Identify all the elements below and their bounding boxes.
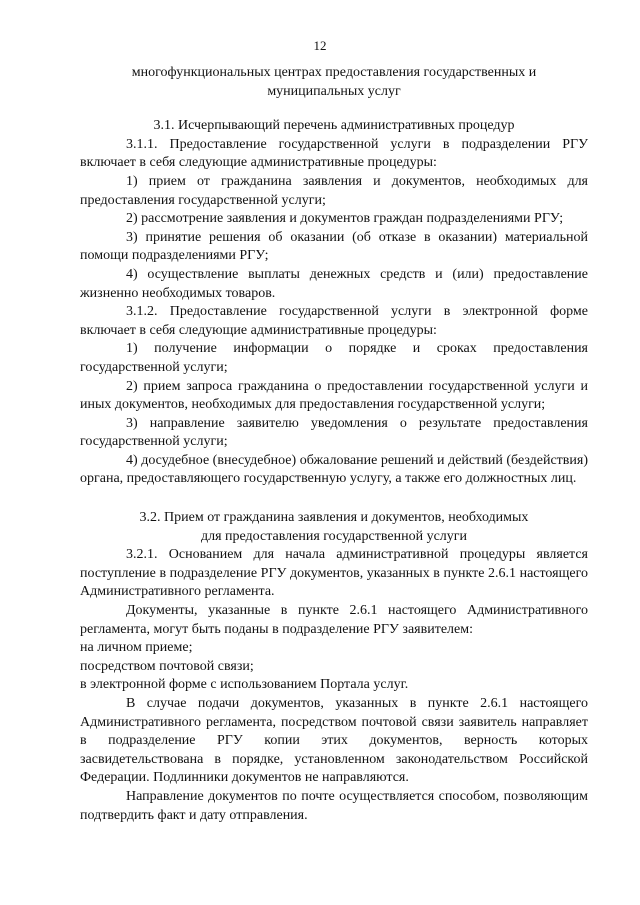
list-item: 3) направление заявителю уведомления о результате предоставления государственной услуги; [80,415,588,450]
list-item: посредством почтовой связи; [80,658,254,674]
list-item: 2) прием запроса гражданина о предоставлении государственной услуги и иных документов, необходимых для предоставления государственной услуги; [80,378,588,413]
list-item: 3) принятие решения об оказании (об отказе в оказании) материальной помощи подразделениями РГУ; [80,229,588,264]
paragraph-mail: В случае подачи документов, указанных в пункте 2.6.1 настоящего Административного регламента, посредством почтовой связи заявитель направляет в подразделение РГУ копии этих документов, верность которых засвидетельствована в порядке, установленном законодательством Российской Федерации. Подлинники документов не направляются. [80,696,588,786]
list-item: на личном приеме; [80,640,193,656]
section-3-1-heading: 3.1. Исчерпывающий перечень административных процедур [153,118,515,134]
intro-line-1: многофункциональных центрах предоставления государственных и [131,65,537,80]
list-item: 4) осуществление выплаты денежных средств и (или) предоставление жизненно необходимых товаров. [80,266,588,301]
document-body [80,64,588,825]
list-item: в электронной форме с использованием Портала услуг. [80,677,409,693]
paragraph-sending: Направление документов по почте осуществляется способом, позволяющим подтвердить факт и дату отправления. [80,788,588,823]
list-item: 2) рассмотрение заявления и документов граждан подразделениями РГУ; [126,211,564,227]
list-item: 1) прием от гражданина заявления и документов, необходимых для предоставления государственной услуги; [80,173,588,208]
intro-line-2: муниципальных услуг [267,83,401,99]
list-item: 4) досудебное (внесудебное) обжалование решений и действий (бездействия) органа, предоставляющего государственную услугу, а также его должностных лиц. [80,452,588,487]
list-item: 1) получение информации о порядке и сроках предоставления государственной услуги; [80,341,588,375]
section-3-2-heading-line-1: 3.2. Прием от гражданина заявления и документов, необходимых [139,510,529,526]
paragraph-3-1-2: 3.1.2. Предоставление государственной услуги в электронной форме включает в себя следующие административные процедуры: [80,304,588,338]
section-3-2-heading-line-2: для предоставления государственной услуги [200,528,468,544]
page-number: 12 [313,38,327,53]
paragraph-3-2-1: 3.2.1. Основанием для начала административной процедуры является поступление в подразделение РГУ документов, указанных в пункте 2.6.1 настоящего Административного регламента. [80,547,588,600]
paragraph-documents: Документы, указанные в пункте 2.6.1 настоящего Административного регламента, могут быть поданы в подразделение РГУ заявителем: [80,603,588,637]
paragraph-3-1-1: 3.1.1. Предоставление государственной услуги в подразделении РГУ включает в себя следующие административные процедуры: [80,136,588,171]
